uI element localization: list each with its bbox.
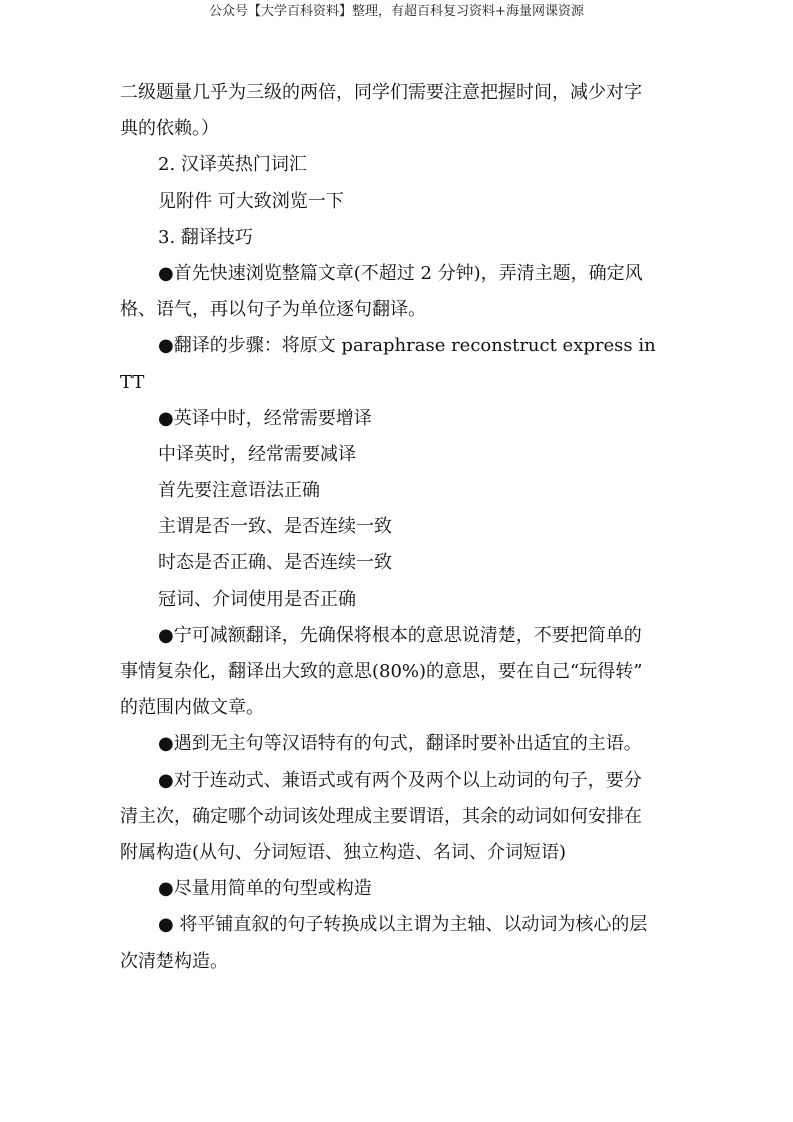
paragraph-line: 见附件 可大致浏览一下 [158, 190, 344, 212]
document-body [120, 75, 680, 980]
paragraph-line: 事情复杂化，翻译出大致的意思(80%)的意思，要在自己“玩得转” [120, 661, 643, 682]
paragraph-line: 格、语气，再以句子为单位逐句翻译。 [120, 299, 426, 321]
bullet-item: ●宁可减额翻译，先确保将根本的意思说清楚，不要把简单的 [158, 624, 642, 646]
paragraph-line: 时态是否正确、是否连续一致 [158, 552, 392, 574]
paragraph-line: 二级题量几乎为三级的两倍，同学们需要注意把握时间，减少对字 [120, 82, 642, 103]
paragraph-line: 附属构造(从句、分词短语、独立构造、名词、介词短语) [120, 841, 567, 863]
page-header: 公众号【大学百科资料】整理，有超百科复习资料+海量网课资源 [209, 4, 584, 19]
bullet-item: ●尽量用简单的句型或构造 [158, 878, 372, 900]
bullet-item: ●英译中时，经常需要增译 [158, 407, 372, 429]
paragraph-line: 冠词、介词使用是否正确 [158, 588, 356, 610]
paragraph-line: 次清楚构造。 [120, 950, 228, 972]
section-heading: 2. 汉译英热门词汇 [158, 154, 307, 176]
bullet-item: ●遇到无主句等汉语特有的句式，翻译时要补出适宜的主语。 [158, 733, 642, 755]
bullet-item: ●对于连动式、兼语式或有两个及两个以上动词的句子，要分 [158, 769, 642, 791]
paragraph-line: 主谓是否一致、是否连续一致 [158, 516, 392, 538]
paragraph-line: TT [120, 371, 145, 393]
paragraph-line: 的范围内做文章。 [120, 697, 264, 719]
bullet-item: ●首先快速浏览整篇文章(不超过 2 分钟)，弄清主题，确定风 [158, 262, 643, 284]
paragraph-line: 清主次，确定哪个动词该处理成主要谓语，其余的动词如何安排在 [120, 805, 642, 827]
paragraph-line: 典的依赖。） [120, 118, 219, 140]
paragraph-line: 首先要注意语法正确 [158, 480, 320, 502]
bullet-item: ● 将平铺直叙的句子转换成以主谓为主轴、以动词为核心的层 [158, 914, 648, 936]
bullet-item: ●翻译的步骤：将原文 paraphrase reconstruct express in [158, 335, 656, 357]
section-heading: 3. 翻译技巧 [158, 226, 253, 248]
paragraph-line: 中译英时，经常需要减译 [158, 443, 356, 465]
